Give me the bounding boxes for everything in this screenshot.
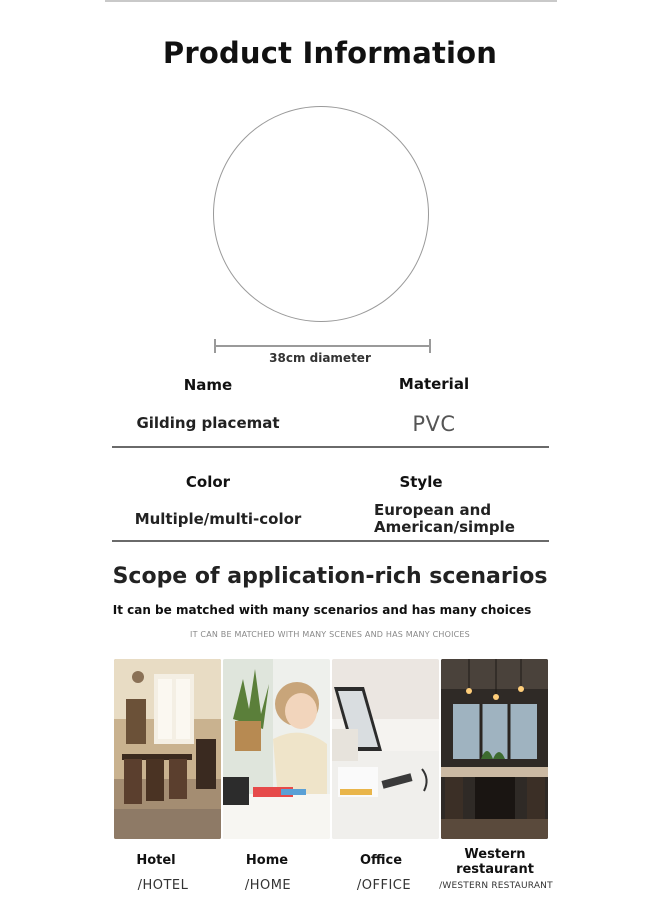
- spec-name-label: Name: [183, 376, 233, 394]
- diameter-label: 38cm diameter: [269, 351, 371, 365]
- western-restaurant-label-line1: Western: [464, 847, 526, 862]
- hotel-label-caps: /HOTEL: [137, 878, 189, 893]
- top-divider: [105, 0, 557, 2]
- office-label-caps: /OFFICE: [356, 878, 412, 893]
- spec-divider-1: [112, 446, 549, 448]
- spec-style-value: [374, 502, 544, 536]
- page-title: Product Information: [162, 36, 498, 70]
- scope-subtitle-caps: IT CAN BE MATCHED WITH MANY SCENES AND HAS MANY CHOICES: [190, 630, 470, 639]
- home-label: Home: [245, 853, 289, 868]
- scope-subtitle: It can be matched with many scenarios and has many choices: [112, 603, 532, 617]
- dimension-line: [215, 345, 431, 347]
- hotel-scene-image: [114, 659, 221, 839]
- office-label: Office: [359, 853, 403, 868]
- spec-style-value-line1: European and: [374, 501, 492, 519]
- western-restaurant-label-line2: restaurant: [456, 862, 534, 877]
- spec-color-label: Color: [185, 473, 231, 491]
- spec-divider-2: [112, 540, 549, 542]
- western-restaurant-label-caps: /WESTERN RESTAURANT: [439, 881, 553, 891]
- home-scene-image: [223, 659, 330, 839]
- office-scene-image: [332, 659, 439, 839]
- spec-material-value: PVC: [412, 412, 456, 436]
- spec-style-value-line2: American/simple: [374, 518, 515, 536]
- home-label-caps: /HOME: [244, 878, 292, 893]
- western-restaurant-scene-image: [441, 659, 548, 839]
- spec-name-value: Gilding placemat: [136, 414, 280, 432]
- scope-title: Scope of application-rich scenarios: [112, 564, 548, 589]
- placemat-circle-illustration: [213, 106, 429, 322]
- hotel-label: Hotel: [136, 853, 176, 868]
- spec-style-label: Style: [399, 473, 443, 491]
- spec-color-value: Multiple/multi-color: [134, 510, 302, 528]
- western-restaurant-label: [449, 847, 541, 877]
- spec-material-label: Material: [398, 375, 470, 393]
